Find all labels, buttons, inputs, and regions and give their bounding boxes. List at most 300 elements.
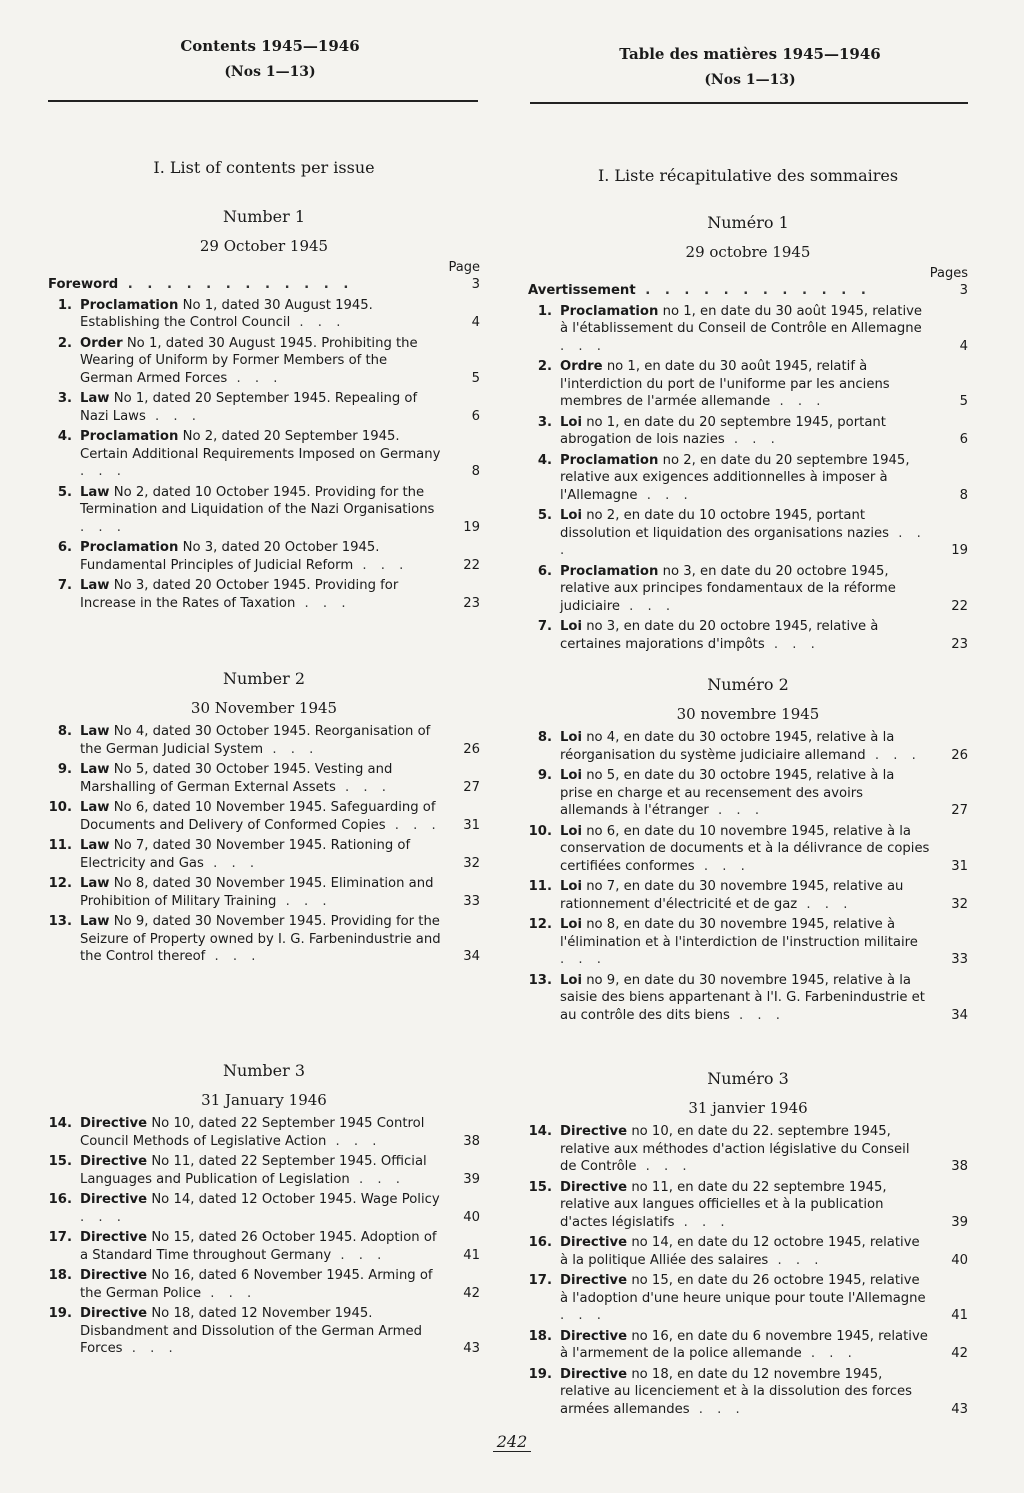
- entry-text: [560, 1179, 930, 1232]
- entry-number: 3.: [537, 414, 552, 430]
- entry-number: 5.: [537, 508, 552, 523]
- entry-text: [80, 390, 442, 425]
- dot-leaders: . . .: [349, 1171, 405, 1187]
- entry-page: 27: [951, 803, 968, 818]
- entry-title: No 4, dated 30 October 1945. Reorganisation of the German Judicial System: [80, 724, 431, 757]
- entry-type: Law: [80, 838, 110, 853]
- entry-title: no 18, en date du 12 novembre 1945, relative au licenciement et à la dissolution des forces armées allemandes: [560, 1366, 912, 1417]
- header-rule-left: [48, 100, 478, 102]
- entry-type: Directive: [80, 1306, 148, 1321]
- entry-page: 32: [951, 896, 968, 912]
- contents-entry: [528, 823, 968, 876]
- entry-text: [80, 1115, 442, 1150]
- contents-entry: [48, 390, 480, 425]
- contents-entry: [528, 618, 968, 653]
- page-number-text: 242: [493, 1432, 532, 1452]
- contents-entry: [528, 1234, 968, 1269]
- entry-type: Directive: [80, 1116, 148, 1131]
- entry-page: 22: [951, 598, 968, 614]
- entry-type: Ordre: [560, 359, 603, 374]
- header-left-subtitle: (Nos 1—13): [224, 64, 316, 80]
- entry-type: Law: [80, 762, 110, 777]
- contents-entry: [48, 1115, 480, 1150]
- dot-leaders: . . .: [619, 598, 676, 614]
- entry-page: 39: [951, 1214, 968, 1230]
- entry-page: 43: [951, 1401, 968, 1417]
- entry-number: 11.: [528, 879, 552, 894]
- contents-entry: [528, 1272, 968, 1325]
- entry-text: [560, 414, 930, 449]
- entry-text: [80, 723, 442, 758]
- entry-type: Loi: [560, 414, 582, 430]
- entry-title: No 2, dated 20 September 1945. Certain Additional Requirements Imposed on Germany: [80, 429, 441, 462]
- entry-number: 6.: [537, 563, 552, 579]
- entry-type: Proclamation: [560, 303, 659, 319]
- foreword-page: 3: [959, 283, 968, 298]
- entry-number: 1.: [537, 303, 552, 319]
- entry-title: no 1, en date du 20 septembre 1945, portant abrogation de lois nazies: [560, 414, 886, 447]
- contents-entry: [48, 1267, 480, 1302]
- entry-number: 1.: [57, 297, 72, 313]
- dot-leaders: . . .: [764, 636, 820, 652]
- page-number: [0, 1432, 1024, 1451]
- dot-leaders: . . .: [227, 370, 283, 386]
- entry-text: [80, 484, 442, 537]
- entry-page: 40: [463, 1209, 480, 1225]
- entry-number: 7.: [537, 619, 552, 634]
- entry-type: Directive: [80, 1230, 148, 1245]
- entry-number: 5.: [57, 484, 72, 500]
- contents-entry: [48, 723, 480, 758]
- entry-title: no 1, en date du 30 août 1945, relatif à l'interdiction du port de l'uniforme par les anciens membres de l'armée allemande: [560, 359, 890, 409]
- entry-title: No 11, dated 22 September 1945. Official Languages and Publication of Legislation: [80, 1154, 427, 1187]
- contents-entry: [48, 875, 480, 910]
- entry-text: [560, 729, 930, 764]
- entry-number: 17.: [528, 1273, 552, 1288]
- entry-title: No 3, dated 20 October 1945. Fundamental Principles of Judicial Reform: [80, 540, 380, 573]
- dot-leaders: . . .: [637, 487, 693, 503]
- entry-type: Law: [80, 800, 110, 815]
- dot-leaders: . . .: [353, 557, 409, 573]
- contents-entry: [528, 729, 968, 764]
- entry-type: Proclamation: [560, 452, 659, 468]
- entry-page: 19: [463, 519, 480, 535]
- contents-entry: [48, 1305, 480, 1358]
- contents-entry: [528, 767, 968, 820]
- entry-text: [80, 297, 442, 332]
- dot-leaders: . . .: [674, 1214, 730, 1230]
- entry-title: No 2, dated 10 October 1945. Providing for the Termination and Liquidation of the Nazi Organisations: [80, 484, 435, 517]
- entry-title: no 8, en date du 30 novembre 1945, relative à l'élimination et à l'interdiction de l'instruction militaire: [560, 917, 918, 950]
- entry-page: 26: [951, 747, 968, 763]
- entry-page: 4: [471, 315, 480, 330]
- issue-number: Numéro 2: [707, 675, 789, 694]
- entry-text: [80, 428, 442, 481]
- dot-leaders: . . .: [797, 896, 853, 912]
- entry-type: Law: [80, 578, 110, 593]
- entry-type: Order: [80, 335, 123, 351]
- entry-text: [80, 335, 442, 388]
- header-rule-right: [530, 102, 968, 104]
- dot-leaders: . . .: [203, 855, 260, 871]
- entry-number: 17.: [48, 1230, 72, 1245]
- entry-page: 33: [951, 952, 968, 967]
- dot-leaders: . . .: [801, 1346, 857, 1361]
- entry-page: 43: [463, 1341, 480, 1356]
- entry-title: No 10, dated 22 September 1945 Control Council Methods of Legislative Action: [80, 1116, 425, 1149]
- entry-number: 12.: [48, 876, 72, 891]
- dot-leaders: . . .: [326, 1133, 382, 1149]
- entry-title: No 14, dated 12 October 1945. Wage Policy: [151, 1192, 440, 1207]
- dot-leaders: . . .: [708, 803, 765, 818]
- issue-block: [528, 212, 968, 653]
- issue-number: Numéro 3: [707, 1069, 789, 1088]
- contents-entry: [48, 335, 480, 388]
- entry-page: 42: [951, 1346, 968, 1361]
- entry-page: 19: [951, 543, 968, 558]
- dot-leaders: . . .: [560, 1308, 606, 1323]
- entry-page: 31: [951, 858, 968, 874]
- entry-type: Proclamation: [80, 297, 179, 313]
- entry-type: Directive: [80, 1154, 148, 1169]
- contents-entry: [528, 414, 968, 449]
- entry-type: Proclamation: [80, 429, 179, 444]
- dot-leaders: . . .: [865, 747, 921, 763]
- issue-date: 31 January 1946: [201, 1091, 327, 1109]
- entry-title: No 1, dated 20 September 1945. Repealing of Nazi Laws: [80, 391, 418, 424]
- entry-type: Loi: [560, 823, 582, 839]
- dot-leaders: . . .: [560, 525, 926, 558]
- entry-number: 8.: [537, 730, 552, 745]
- contents-entry: [48, 913, 480, 966]
- issue-block: [528, 674, 968, 1024]
- entry-text: [80, 837, 442, 872]
- contents-entry: [48, 837, 480, 872]
- entry-number: 9.: [537, 768, 552, 783]
- issue-block: [48, 1060, 480, 1358]
- entry-page: 23: [463, 595, 480, 611]
- entry-text: [560, 916, 930, 969]
- contents-entry: [48, 1153, 480, 1188]
- dot-leaders: . . .: [295, 595, 351, 611]
- entry-number: 14.: [528, 1124, 552, 1139]
- entry-title: no 4, en date du 30 octobre 1945, relative à la réorganisation du système judiciaire allemand: [560, 730, 895, 763]
- entry-text: [560, 303, 930, 356]
- entry-number: 18.: [48, 1268, 72, 1283]
- contents-entry: [48, 1191, 480, 1226]
- entry-page: 39: [463, 1171, 480, 1187]
- entry-title: no 5, en date du 30 octobre 1945, relative à la prise en charge et au recensement des avoirs allemands à l'étranger: [560, 768, 895, 818]
- issue-number: Numéro 1: [707, 213, 789, 232]
- dot-leaders: . . .: [694, 858, 750, 874]
- entry-number: 9.: [57, 762, 72, 777]
- entry-number: 8.: [57, 724, 72, 739]
- entry-page: 40: [951, 1252, 968, 1268]
- entry-type: Loi: [560, 972, 582, 988]
- contents-entry: [48, 428, 480, 481]
- entry-text: [560, 1234, 930, 1269]
- entry-text: [560, 618, 930, 653]
- entry-type: Proclamation: [80, 540, 179, 555]
- entry-title: no 2, en date du 20 septembre 1945, relative aux exigences additionnelles à imposer à l'Allemagne: [560, 452, 910, 503]
- entry-title: no 15, en date du 26 octobre 1945, relative à l'adoption d'une heure unique pour toute l'Allemagne: [560, 1273, 926, 1306]
- entry-type: Directive: [560, 1273, 628, 1288]
- dot-leaders: . . .: [122, 1341, 178, 1356]
- entry-title: No 7, dated 30 November 1945. Rationing of Electricity and Gas: [80, 838, 411, 871]
- entry-page: 34: [463, 949, 480, 964]
- entry-number: 4.: [537, 452, 552, 468]
- dot-leaders: . . .: [724, 432, 780, 447]
- entry-number: 2.: [537, 359, 552, 374]
- entry-type: Directive: [560, 1235, 628, 1250]
- entry-number: 16.: [48, 1192, 72, 1207]
- dot-leaders: . . .: [145, 408, 201, 424]
- contents-entry: [528, 878, 968, 913]
- entry-text: [560, 507, 930, 560]
- entry-title: no 3, en date du 20 octobre 1945, relative aux principes fondamentaux de la réforme judiciaire: [560, 563, 896, 614]
- entry-page: 26: [463, 741, 480, 757]
- contents-entry: [48, 484, 480, 537]
- entry-title: no 14, en date du 12 octobre 1945, relative à la politique Alliée des salaires: [560, 1235, 920, 1268]
- entry-page: 5: [959, 394, 968, 409]
- contents-entry: [48, 297, 480, 332]
- entry-number: 10.: [528, 823, 552, 839]
- contents-entry: [528, 1366, 968, 1419]
- english-section-title: I. List of contents per issue: [153, 158, 375, 177]
- entry-type: Law: [80, 484, 110, 500]
- entry-type: Directive: [80, 1192, 148, 1207]
- entry-number: 12.: [528, 917, 552, 932]
- dot-leaders: . . .: [385, 817, 441, 833]
- entry-type: Directive: [560, 1179, 628, 1195]
- contents-entry: [48, 577, 480, 612]
- issue-number: Number 1: [222, 207, 306, 226]
- entry-page: 38: [951, 1159, 968, 1174]
- entry-page: 31: [463, 817, 480, 833]
- entry-page: 33: [463, 893, 480, 909]
- entry-text: [560, 823, 930, 876]
- contents-entry: [528, 972, 968, 1025]
- header-right-title: Table des matières 1945—1946: [619, 45, 881, 63]
- contents-entry: [528, 358, 968, 411]
- issue-number: Number 2: [222, 669, 306, 688]
- contents-entry: [528, 1179, 968, 1232]
- entry-type: Loi: [560, 619, 582, 634]
- issue-date: 30 novembre 1945: [676, 705, 820, 723]
- entry-page: 23: [951, 636, 968, 652]
- header-right-subtitle: (Nos 1—13): [704, 72, 796, 88]
- dot-leaders: . . .: [80, 464, 126, 479]
- dot-leaders: . . .: [560, 338, 606, 354]
- entry-title: No 8, dated 30 November 1945. Elimination and Prohibition of Military Training: [80, 876, 434, 909]
- entry-number: 11.: [48, 838, 72, 853]
- entry-title: No 5, dated 30 October 1945. Vesting and Marshalling of German External Assets: [80, 762, 393, 795]
- entry-page: 8: [959, 487, 968, 503]
- issue-number: Number 3: [222, 1061, 306, 1080]
- entry-title: no 1, en date du 30 août 1945, relative à l'établissement du Conseil de Contrôle en Allemagne: [560, 303, 923, 336]
- entry-title: No 18, dated 12 November 1945. Disbandment and Dissolution of the German Armed Forces: [80, 1306, 422, 1356]
- entry-type: Loi: [560, 917, 582, 932]
- entry-page: 41: [463, 1247, 480, 1263]
- dot-leaders: . . .: [770, 394, 826, 409]
- entry-number: 19.: [48, 1306, 72, 1321]
- entry-title: No 1, dated 30 August 1945. Prohibiting the Wearing of Uniform by Former Members of the German Armed Forces: [80, 335, 418, 386]
- entry-type: Law: [80, 914, 110, 929]
- entry-number: 19.: [528, 1366, 552, 1382]
- page-column-label: Pages: [929, 266, 968, 281]
- entry-number: 14.: [48, 1116, 72, 1131]
- entry-type: Loi: [560, 730, 582, 745]
- dot-leaders: . . .: [331, 1247, 387, 1263]
- entry-number: 6.: [57, 540, 72, 555]
- entry-type: Law: [80, 876, 110, 891]
- entry-type: Loi: [560, 879, 582, 894]
- entry-text: [560, 1366, 930, 1419]
- entry-title: No 9, dated 30 November 1945. Providing for the Seizure of Property owned by I. G. Farbenindustrie and the Control thereof: [80, 914, 441, 964]
- dot-leaders: . . .: [768, 1252, 824, 1268]
- foreword-entry: [48, 276, 480, 294]
- entry-text: [80, 1229, 442, 1264]
- entry-type: Law: [80, 724, 110, 739]
- dot-leaders: . . .: [201, 1285, 257, 1301]
- dot-leaders: . . .: [689, 1401, 745, 1417]
- entry-text: [80, 577, 442, 612]
- entry-number: 4.: [57, 429, 72, 444]
- entry-number: 3.: [57, 391, 72, 406]
- dot-leaders: . . .: [276, 893, 332, 909]
- entry-title: no 6, en date du 10 novembre 1945, relative à la conservation de documents et à la délivrance de copies certifiées conformes: [560, 823, 930, 874]
- entry-type: Loi: [560, 508, 582, 523]
- contents-entry: [48, 539, 480, 574]
- entry-text: [560, 563, 930, 616]
- entry-page: 42: [463, 1285, 480, 1301]
- entry-text: [560, 452, 930, 505]
- french-section-title: I. Liste récapitulative des sommaires: [597, 166, 899, 185]
- entry-type: Proclamation: [560, 563, 659, 579]
- contents-entry: [528, 1123, 968, 1176]
- entry-text: [560, 1123, 930, 1176]
- contents-entry: [528, 916, 968, 969]
- dot-leaders: . . .: [636, 1159, 692, 1174]
- entry-number: 18.: [528, 1328, 552, 1344]
- dot-leaders: . . .: [80, 519, 126, 535]
- entry-title: no 10, en date du 22. septembre 1945, relative aux méthodes d'action législative du Conseil de Contrôle: [560, 1124, 910, 1174]
- header-left-title: Contents 1945—1946: [180, 37, 360, 55]
- entry-text: [560, 972, 930, 1025]
- entry-number: 15.: [48, 1154, 72, 1169]
- page-column-label: Page: [448, 260, 480, 275]
- entry-text: [560, 358, 930, 411]
- issue-block: [48, 668, 480, 966]
- entry-text: [80, 1153, 442, 1188]
- foreword-page: 3: [471, 277, 480, 292]
- contents-entry: [48, 799, 480, 834]
- entry-text: [80, 761, 442, 796]
- foreword-entry: [528, 282, 968, 300]
- entry-title: no 7, en date du 30 novembre 1945, relative au rationnement d'électricité et de gaz: [560, 879, 904, 912]
- entry-page: 22: [463, 557, 480, 573]
- dot-leaders: . . .: [80, 1209, 126, 1225]
- entry-number: 16.: [528, 1235, 552, 1250]
- foreword-label: Avertissement: [528, 283, 636, 298]
- entry-title: No 15, dated 26 October 1945. Adoption of a Standard Time throughout Germany: [80, 1230, 437, 1263]
- entry-type: Directive: [560, 1328, 628, 1344]
- entry-page: 38: [463, 1133, 480, 1149]
- entry-text: [80, 799, 442, 834]
- contents-entry: [48, 761, 480, 796]
- contents-entry: [528, 303, 968, 356]
- entry-text: [560, 878, 930, 913]
- dot-leaders: . . .: [335, 779, 391, 795]
- dot-leaders: . . .: [729, 1007, 785, 1023]
- issue-date: 31 janvier 1946: [688, 1099, 808, 1117]
- entry-title: no 2, en date du 10 octobre 1945, portant dissolution et liquidation des organisations nazies: [560, 508, 889, 541]
- entry-title: no 9, en date du 30 novembre 1945, relative à la saisie des biens appartenant à l'I. G. Farbenindustrie et au contrôle des dits biens: [560, 972, 925, 1023]
- entry-text: [80, 875, 442, 910]
- entry-text: [80, 1191, 442, 1226]
- entry-number: 7.: [57, 578, 72, 593]
- dot-leaders: . . .: [560, 952, 606, 967]
- entry-number: 13.: [528, 972, 552, 988]
- entry-type: Directive: [560, 1124, 628, 1139]
- entry-page: 32: [463, 855, 480, 871]
- entry-type: Directive: [80, 1268, 148, 1283]
- entry-number: 10.: [48, 800, 72, 815]
- entry-type: Loi: [560, 768, 582, 783]
- entry-page: 41: [951, 1308, 968, 1323]
- entry-text: [80, 539, 442, 574]
- dot-leaders: . . .: [290, 315, 346, 330]
- entry-text: [80, 1305, 442, 1358]
- entry-title: no 3, en date du 20 octobre 1945, relative à certaines majorations d'impôts: [560, 619, 879, 652]
- entry-page: 27: [463, 779, 480, 795]
- entry-text: [560, 767, 930, 820]
- entry-title: no 16, en date du 6 novembre 1945, relative à l'armement de la police allemande: [560, 1328, 928, 1361]
- issue-block: [48, 206, 480, 612]
- entry-page: 6: [959, 432, 968, 447]
- entry-title: no 11, en date du 22 septembre 1945, relative aux langues officielles et à la publication d'actes législatifs: [560, 1179, 887, 1230]
- entry-title: No 3, dated 20 October 1945. Providing for Increase in the Rates of Taxation: [80, 578, 399, 611]
- contents-entry: [528, 563, 968, 616]
- entry-title: No 1, dated 30 August 1945. Establishing the Control Council: [80, 297, 373, 330]
- issue-date: 29 October 1945: [199, 237, 329, 255]
- issue-block: [528, 1068, 968, 1418]
- entry-page: 8: [471, 464, 480, 479]
- entry-title: No 6, dated 10 November 1945. Safeguarding of Documents and Delivery of Conformed Copies: [80, 800, 436, 833]
- entry-page: 34: [951, 1007, 968, 1023]
- issue-date: 29 octobre 1945: [685, 243, 811, 261]
- entry-number: 15.: [528, 1179, 552, 1195]
- entry-number: 13.: [48, 914, 72, 929]
- entry-number: 2.: [57, 335, 72, 351]
- issue-date: 30 November 1945: [190, 699, 338, 717]
- entry-text: [80, 913, 442, 966]
- dot-leaders: . . . . . . . . . . . .: [635, 283, 871, 298]
- foreword-label: Foreword: [48, 277, 119, 292]
- contents-entry: [528, 452, 968, 505]
- entry-page: 5: [471, 370, 480, 386]
- entry-title: No 16, dated 6 November 1945. Arming of the German Police: [80, 1268, 433, 1301]
- entry-text: [560, 1328, 930, 1363]
- entry-type: Directive: [560, 1366, 628, 1382]
- contents-entry: [48, 1229, 480, 1264]
- entry-page: 4: [959, 338, 968, 354]
- dot-leaders: . . .: [263, 741, 319, 757]
- contents-entry: [528, 1328, 968, 1363]
- contents-entry: [528, 507, 968, 560]
- entry-text: [80, 1267, 442, 1302]
- dot-leaders: . . . . . . . . . . . .: [118, 277, 354, 292]
